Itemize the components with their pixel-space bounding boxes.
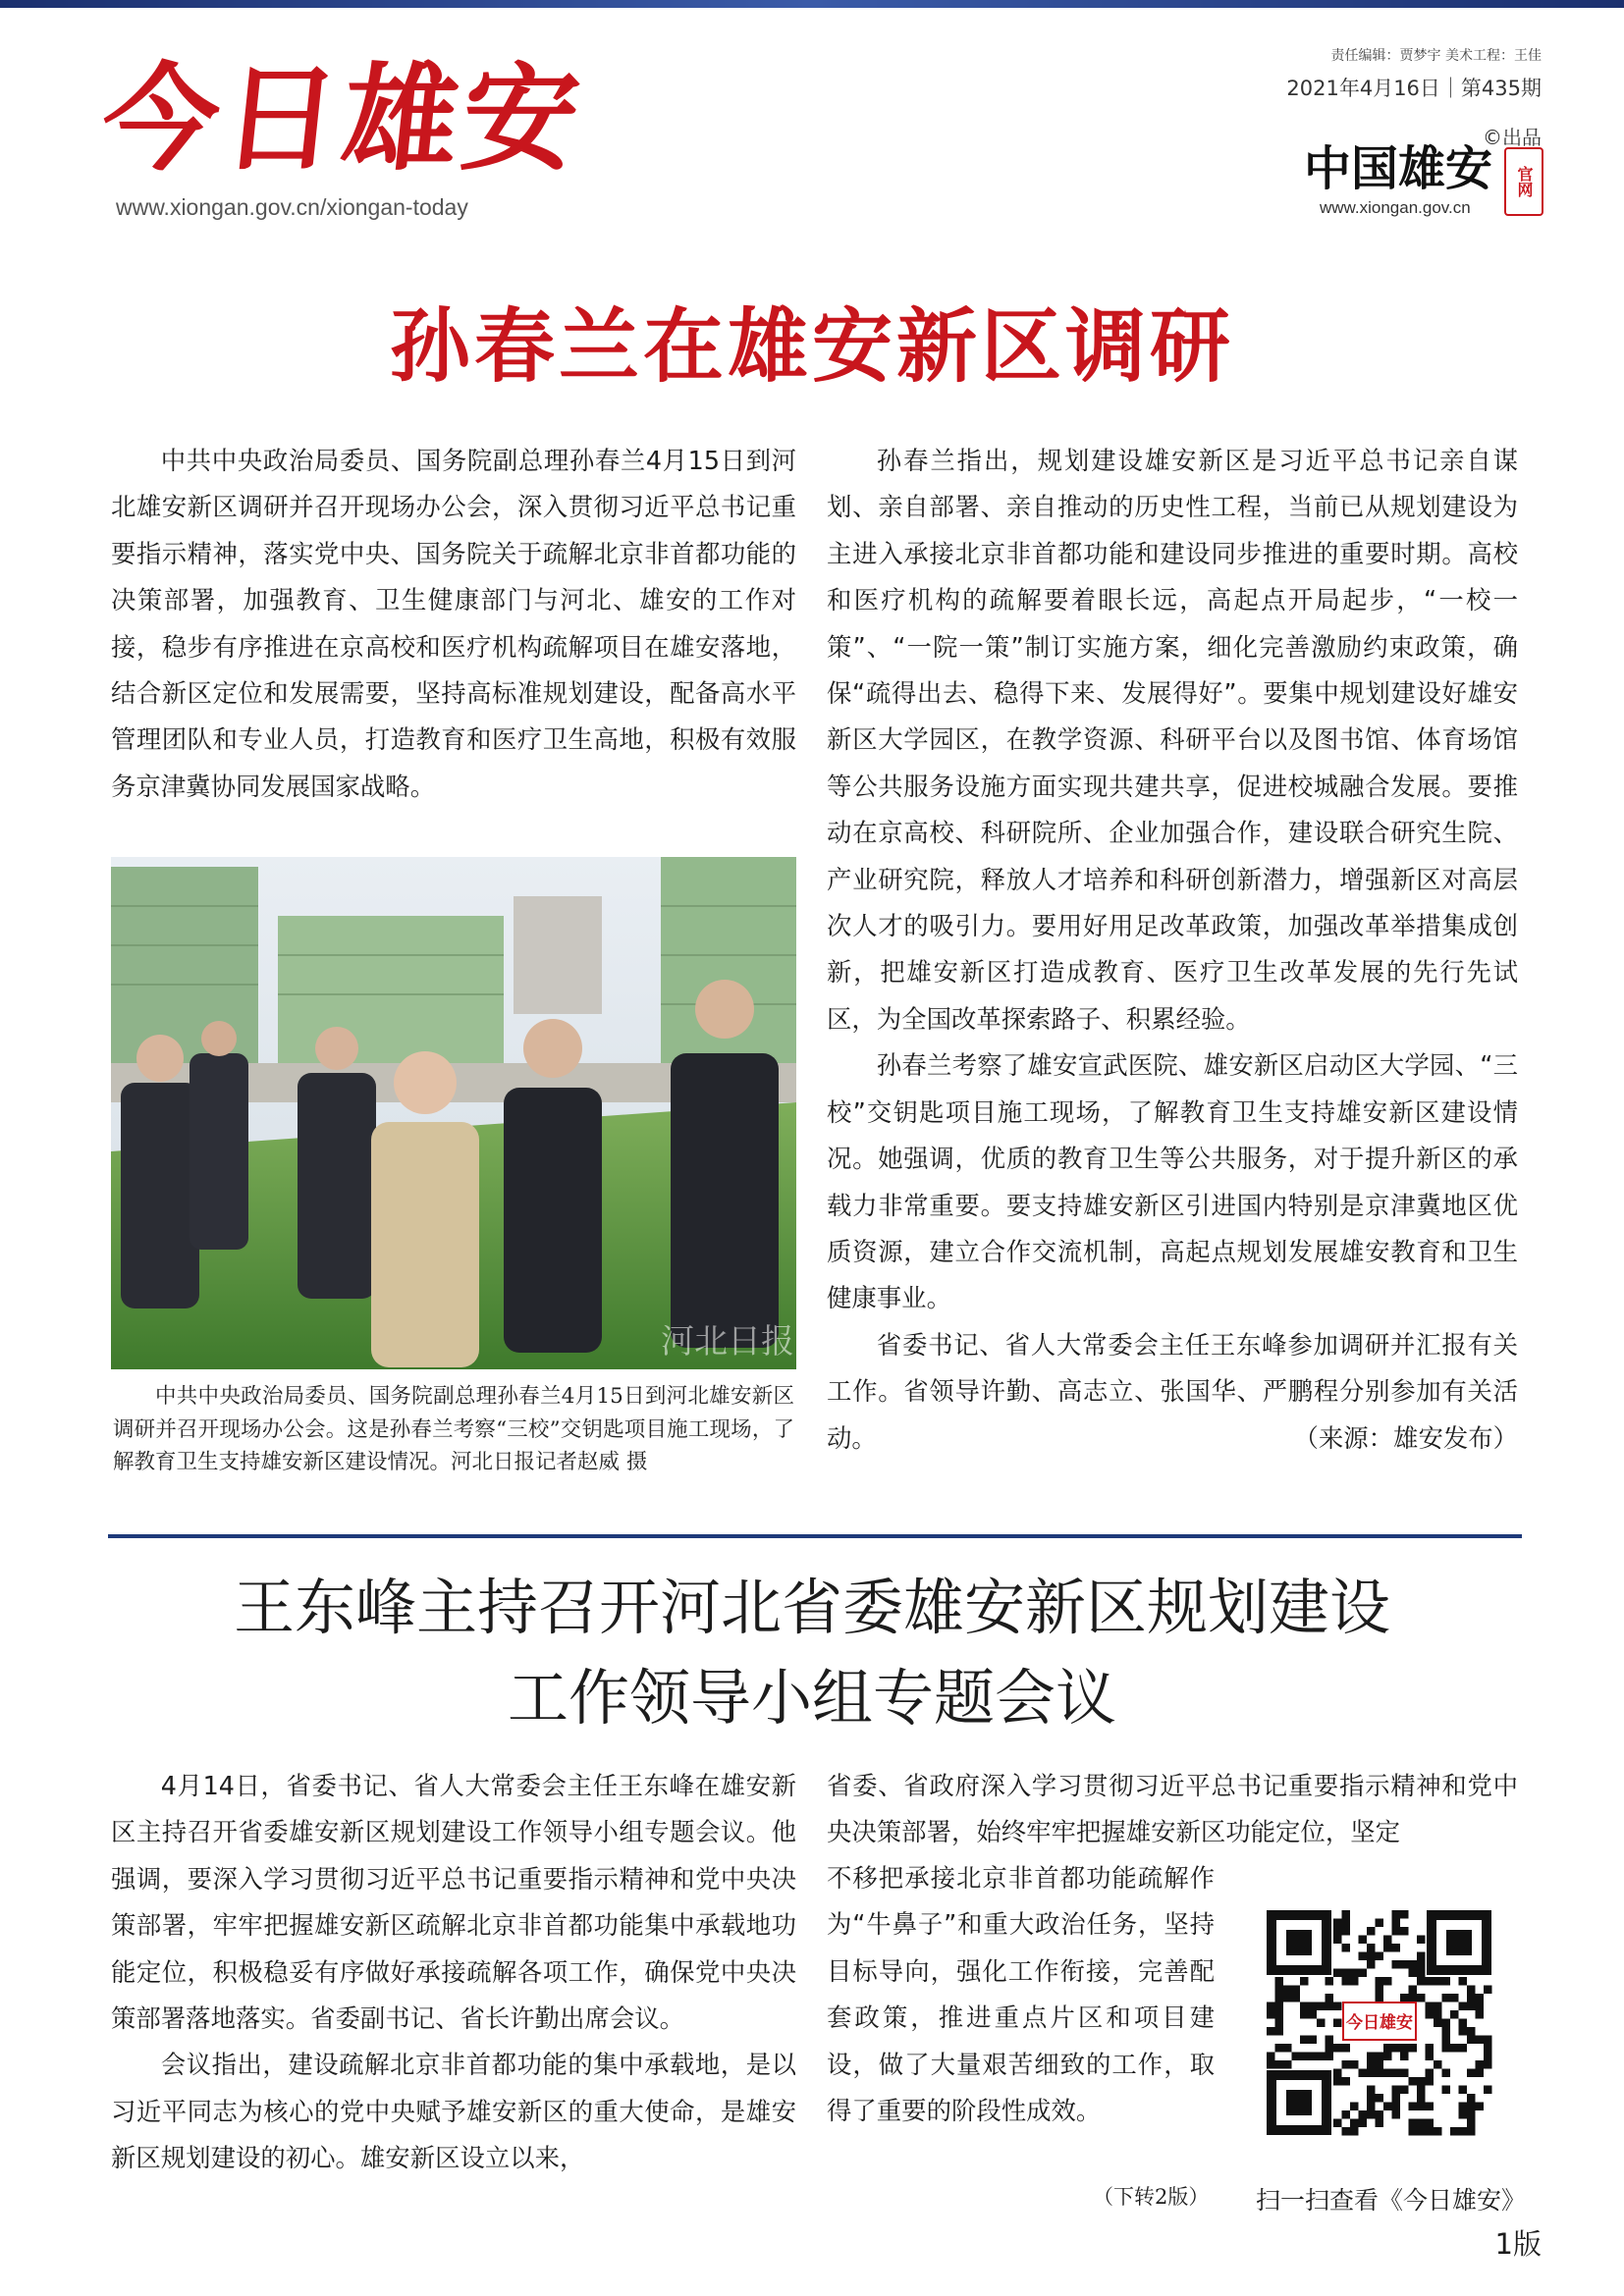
brand-logo: 中国雄安 <box>1304 141 1493 196</box>
article1-source: （来源：雄安发布） <box>1293 1422 1518 1453</box>
article2-headline-line2: 工作领导小组专题会议 <box>507 1662 1116 1734</box>
article2-right-narrow <box>827 1855 1215 2134</box>
article1-paragraph: 中共中央政治局委员、国务院副总理孙春兰4月15日到河北雄安新区调研并召开现场办公会，深入贯彻习近平总书记重要指示精神，落实党中央、国务院关于疏解北京非首都功能的决策部署，加强教育、卫生健康部门与河北、雄安的工作对接，稳步有序推进在京高校和医疗机构疏解项目在雄安落地，结合新区定位和发展需要，坚持高标准规划建设，配备高水平管理团队和专业人员，打造教育和医疗卫生高地，积极有效服务京津冀协同发展国家战略。 <box>111 446 796 801</box>
qr-caption: 扫一扫查看《今日雄安》 <box>1256 2186 1527 2215</box>
brand-seal-icon: 官网 <box>1504 147 1543 216</box>
qr-center-logo: 今日雄安 <box>1346 2013 1413 2033</box>
brand-url[interactable]: www.xiongan.gov.cn <box>1320 198 1471 217</box>
section-divider <box>108 1534 1522 1538</box>
article2-right-full <box>827 1763 1518 1856</box>
article2-right-text: 省委、省政府深入学习贯彻习近平总书记重要指示精神和党中央决策部署，始终牢牢把握雄安新区功能定位，坚定 <box>827 1771 1518 1847</box>
page-number: 1版 <box>1494 2227 1542 2261</box>
article1-paragraph <box>827 1322 1518 1462</box>
article1-right-column <box>827 438 1518 1462</box>
article1-paragraph: 孙春兰考察了雄安宣武医院、雄安新区启动区大学园、“三校”交钥匙项目施工现场，了解教育卫生支持雄安新区建设情况。她强调，优质的教育卫生等公共服务，对于提升新区的承载力非常重要。要支持雄安新区引进国内特别是京津冀地区优质资源，建立合作交流机制，高起点规划发展雄安教育和卫生健康事业。 <box>827 1050 1518 1313</box>
article1-paragraph: 孙春兰指出，规划建设雄安新区是习近平总书记亲自谋划、亲自部署、亲自推动的历史性工程，当前已从规划建设为主进入承接北京非首都功能和建设同步推进的重要时期。高校和医疗机构的疏解要着眼长远，高起点开局起步，“一校一策”、“一院一策”制订实施方案，细化完善激励约束政策，确保“疏得出去、稳得下来、发展得好”。要集中规划建设好雄安新区大学园区，在教学资源、科研平台以及图书馆、体育场馆等公共服务设施方面实现共建共享，促进校城融合发展。要推动在京高校、科研院所、企业加强合作，建设联合研究生院、产业研究院，释放人才培养和科研创新潜力，增强新区对高层次人才的吸引力。要用好用足改革政策，加强改革举措集成创新，把雄安新区打造成教育、医疗卫生改革发展的先行先试区，为全国改革探索路子、积累经验。 <box>827 446 1518 1034</box>
article1-photo <box>111 857 796 1369</box>
article2-headline-line1: 王东峰主持召开河北省委雄安新区规划建设 <box>233 1572 1390 1643</box>
photo-illustration <box>111 857 796 1369</box>
article1-headline: 孙春兰在雄安新区调研 <box>389 299 1234 394</box>
issue-date: 2021年4月16日｜第435期 <box>1286 77 1542 100</box>
article2-paragraph: 4月14日，省委书记、省人大常委会主任王东峰在雄安新区主持召开省委雄安新区规划建设工作领导小组专题会议。他强调，要深入学习贯彻习近平总书记重要指示精神和党中央决策部署，牢牢把握雄安新区疏解北京非首都功能集中承载地功能定位，积极稳妥有序做好承接疏解各项工作，确保党中央决策部署落地落实。省委副书记、省长许勤出席会议。 <box>111 1771 796 2034</box>
top-color-bar <box>0 0 1624 8</box>
article2-left-column <box>111 1763 796 2182</box>
photo-watermark: 河北日报 <box>661 1322 794 1362</box>
continued-note: （下转2版） <box>1093 2185 1210 2209</box>
article2-right-text-narrow: 不移把承接北京非首都功能疏解作为“牛鼻子”和重大政治任务，坚持目标导向，强化工作衔接，完善配套政策，推进重点片区和项目建设，做了大量艰苦细致的工作，取得了重要的阶段性成效。 <box>827 1863 1215 2126</box>
article2-headline <box>0 1563 1624 1743</box>
masthead-url[interactable]: www.xiongan.gov.cn/xiongan-today <box>116 194 468 220</box>
article2-paragraph: 会议指出，建设疏解北京非首都功能的集中承载地，是以习近平同志为核心的党中央赋予雄安新区的重大使命，是雄安新区规划建设的初心。雄安新区设立以来， <box>111 2050 796 2173</box>
qr-code[interactable] <box>1263 1906 1495 2139</box>
photo-caption <box>113 1380 794 1479</box>
article1-left-column <box>111 438 796 810</box>
editors-credit: 责任编辑：贾梦宇 美术工程：王佳 <box>1330 48 1542 64</box>
article1-paragraph-text: 省委书记、省人大常委会主任王东峰参加调研并汇报有关工作。省领导许勤、高志立、张国华、严鹏程分别参加有关活动。 <box>827 1329 1518 1453</box>
produced-by: ©出品 <box>1483 126 1542 149</box>
masthead-logo: 今日雄安 <box>95 50 590 187</box>
photo-caption-text: 中共中央政治局委员、国务院副总理孙春兰4月15日到河北雄安新区调研并召开现场办公会。这是孙春兰考察“三校”交钥匙项目施工现场，了解教育卫生支持雄安新区建设情况。河北日报记者赵威 摄 <box>113 1384 794 1475</box>
